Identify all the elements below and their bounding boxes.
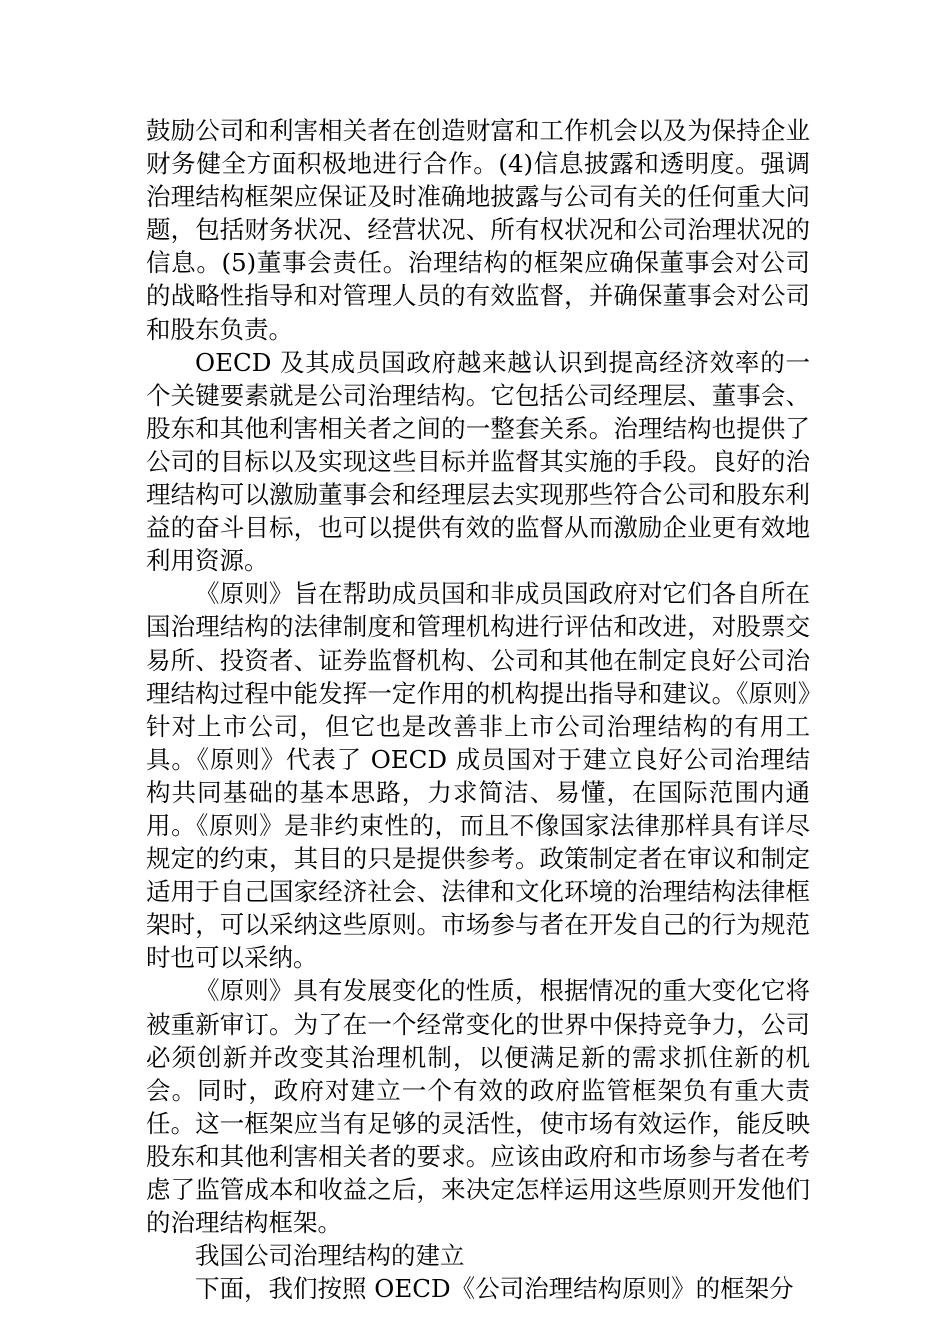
paragraph-principles-evolution: 《原则》具有发展变化的性质，根据情况的重大变化它将被重新审订。为了在一个经常变化的世界中保持竞争力，公司必须创新并改变其治理机制，以便满足新的需求抓住新的机会。同时，政府对建立一个有效的政府监管框架负有重大责任。这一框架应当有足够的灵活性，使市场有效运作，能反映股东和其他利害相关者的要求。应该由政府和市场参与者在考虑了监管成本和收益之后，来决定怎样运用这些原则开发他们的治理结构框架。 xyxy=(146,976,810,1238)
paragraph-following: 下面，我们按照 OECD《公司治理结构原则》的框架分 xyxy=(195,1274,794,1304)
document-page xyxy=(146,114,810,1305)
paragraph-continuation: 鼓励公司和利害相关者在创造财富和工作机会以及为保持企业财务健全方面积极地进行合作。(4)信息披露和透明度。强调治理结构框架应保证及时准确地披露与公司有关的任何重大问题，包括财务状况、经营状况、所有权状况和公司治理状况的信息。(5)董事会责任。治理结构的框架应确保董事会对公司的战略性指导和对管理人员的有效监督，并确保董事会对公司和股东负责。 xyxy=(146,116,810,344)
paragraph-oecd-governance: OECD 及其成员国政府越来越认识到提高经济效率的一个关键要素就是公司治理结构。它包括公司经理层、董事会、股东和其他利害相关者之间的一整套关系。治理结构也提供了公司的目标以及实现这些目标并监督其实施的手段。良好的治理结构可以激励董事会和经理层去实现那些符合公司和股东利益的奋斗目标，也可以提供有效的监督从而激励企业更有效地利用资源。 xyxy=(146,347,810,576)
section-heading: 我国公司治理结构的建立 xyxy=(195,1241,465,1271)
paragraph-principles-purpose: 《原则》旨在帮助成员国和非成员国政府对它们各自所在国治理结构的法律制度和管理机构进行评估和改进，对股票交易所、投资者、证券监督机构、公司和其他在制定良好公司治理结构过程中能发挥一定作用的机构提出指导和建议。《原则》针对上市公司，但它也是改善非上市公司治理结构的有用工具。《原则》代表了 OECD 成员国对于建立良好公司治理结构共同基础的基本思路，力求简洁、易懂，在国际范围内通用。《原则》是非约束性的，而且不像国家法律那样具有详尽规定的约束，其目的只是提供参考。政策制定者在审议和制定适用于自己国家经济社会、法律和文化环境的治理结构法律框架时，可以采纳这些原则。市场参与者在开发自己的行为规范时也可以采纳。 xyxy=(146,579,810,973)
